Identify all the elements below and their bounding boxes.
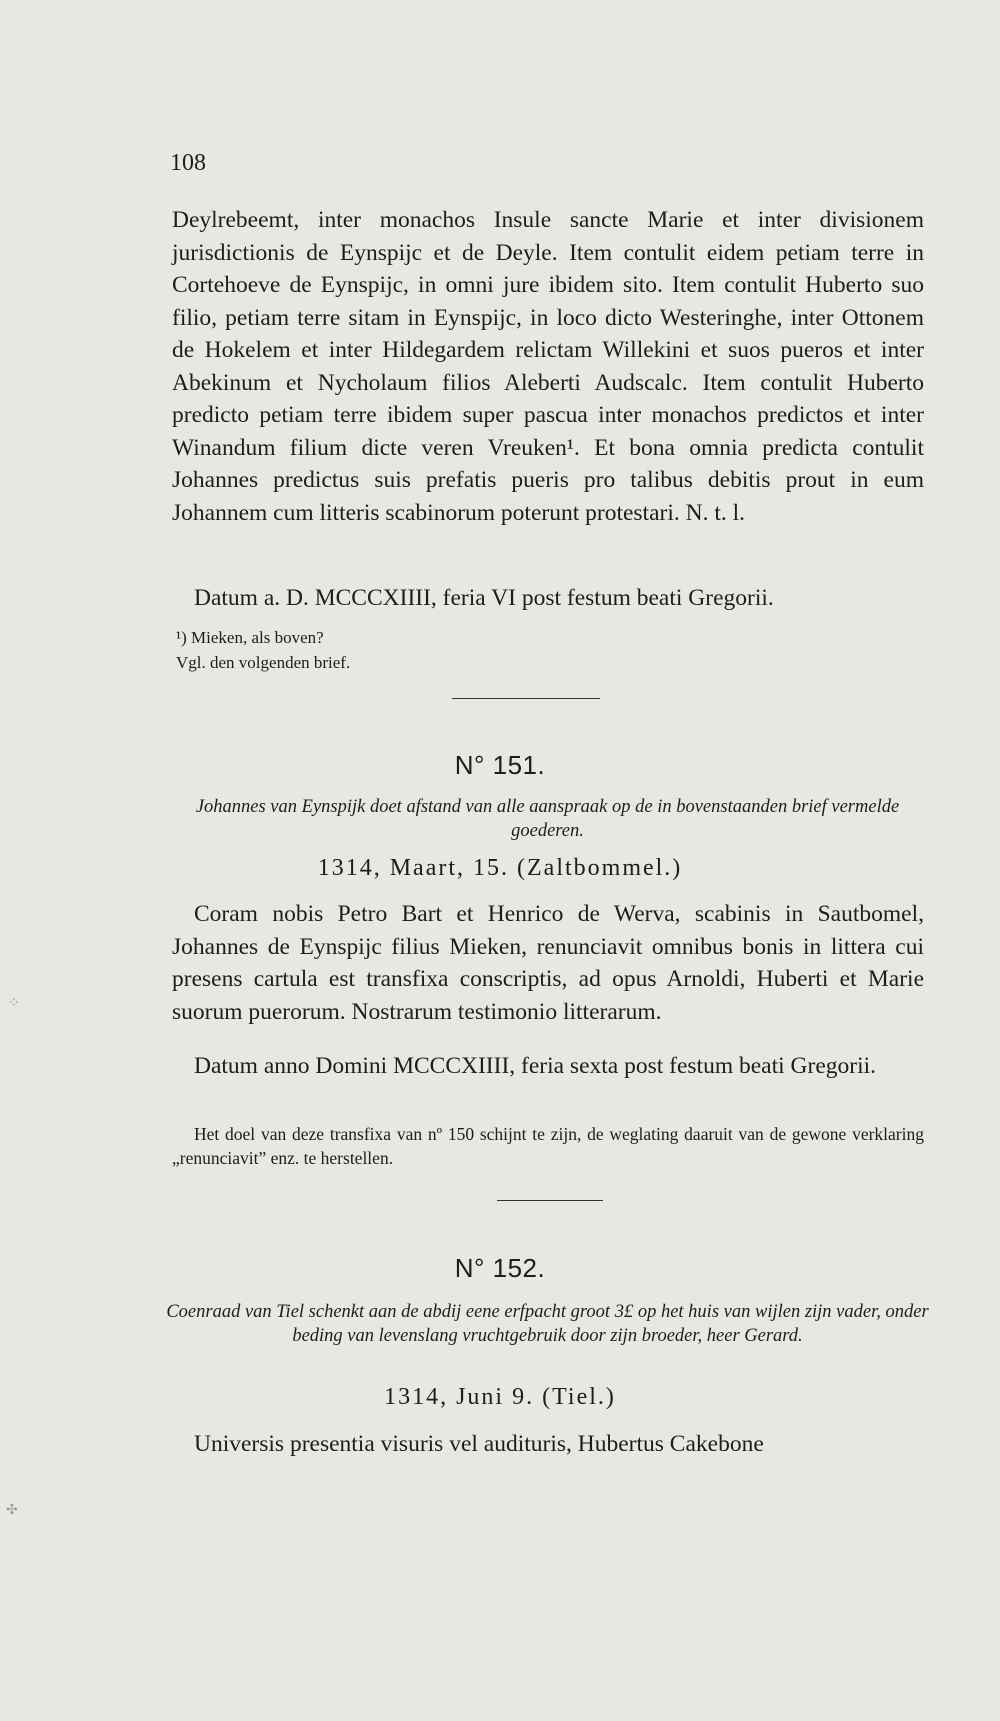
charter-151-text: Coram nobis Petro Bart et Henrico de Werva, scabinis in Sautbomel, Johannes de Eynspijc filius Mieken, renunciavit omnibus bonis in littera cui presens cartula est transfixa conscriptis, ad opus Arnoldi, Huberti et Marie suorum puerorum. Nostrarum testimonio litterarum. <box>172 901 924 1025</box>
section-divider <box>497 1200 603 1201</box>
charter-152-number: N° 152. <box>454 1253 546 1283</box>
charter-152-opening: Universis presentia visuris vel audituris, Hubertus Cakebone <box>194 1431 764 1457</box>
editorial-note: Het doel van deze transfixa van nº 150 schijnt te zijn, de weglating daaruit van de gewone verklaring „renunciavit” enz. te herstellen. <box>172 1124 924 1168</box>
margin-speck: ✣ <box>6 1503 18 1518</box>
section-divider <box>452 698 600 699</box>
margin-speck: ⁘ <box>8 996 20 1011</box>
charter-151-number: N° 151. <box>454 750 546 780</box>
footnote-2: Vgl. den volgenden brief. <box>176 653 351 672</box>
charter-151-regest: Johannes van Eynspijk doet afstand van alle aanspraak op de in bovenstaanden brief vermelde goederen. <box>195 797 900 841</box>
charter-150-text: Deylrebeemt, inter monachos Insule sancte Marie et inter divisionem jurisdictionis de Eynspijc et de Deyle. Item contulit eidem petiam terre in Cortehoeve de Eynspijc, in omni jure ibidem sito. Item contulit Huberto suo filio, petiam terre sitam in Eynspijc, in loco dicto Westeringhe, inter Ottonem de Hokelem et inter Hildegardem relictam Willekini et suos pueros et inter Abekinum et Nycholaum filios Aleberti Audscalc. Item contulit Huberto predicto petiam terre ibidem super pascua inter monachos predictos et inter Winandum filium dicte veren Vreuken¹. Et bona omnia predicta contulit Johannes predictus suis prefatis pueris pro talibus debitis prout in eum Johannem cum litteris scabinorum poterunt protestari. N. t. l. <box>172 207 924 526</box>
page-number: 108 <box>170 150 206 176</box>
footnote-1: ¹) Mieken, als boven? <box>176 628 324 647</box>
charter-152-date-place: 1314, Juni 9. (Tiel.) <box>384 1384 616 1410</box>
charter-151-dating: Datum anno Domini MCCCXIIII, feria sexta post festum beati Gregorii. <box>194 1053 877 1079</box>
charter-152-regest: Coenraad van Tiel schenkt aan de abdij eene erfpacht groot 3£ op het huis van wijlen zijn vader, onder beding van levenslang vruchtgebruik door zijn broeder, heer Gerard. <box>166 1302 929 1346</box>
charter-151-date-place: 1314, Maart, 15. (Zaltbommel.) <box>317 855 683 881</box>
charter-150-dating: Datum a. D. MCCCXIIII, feria VI post festum beati Gregorii. <box>194 585 774 611</box>
